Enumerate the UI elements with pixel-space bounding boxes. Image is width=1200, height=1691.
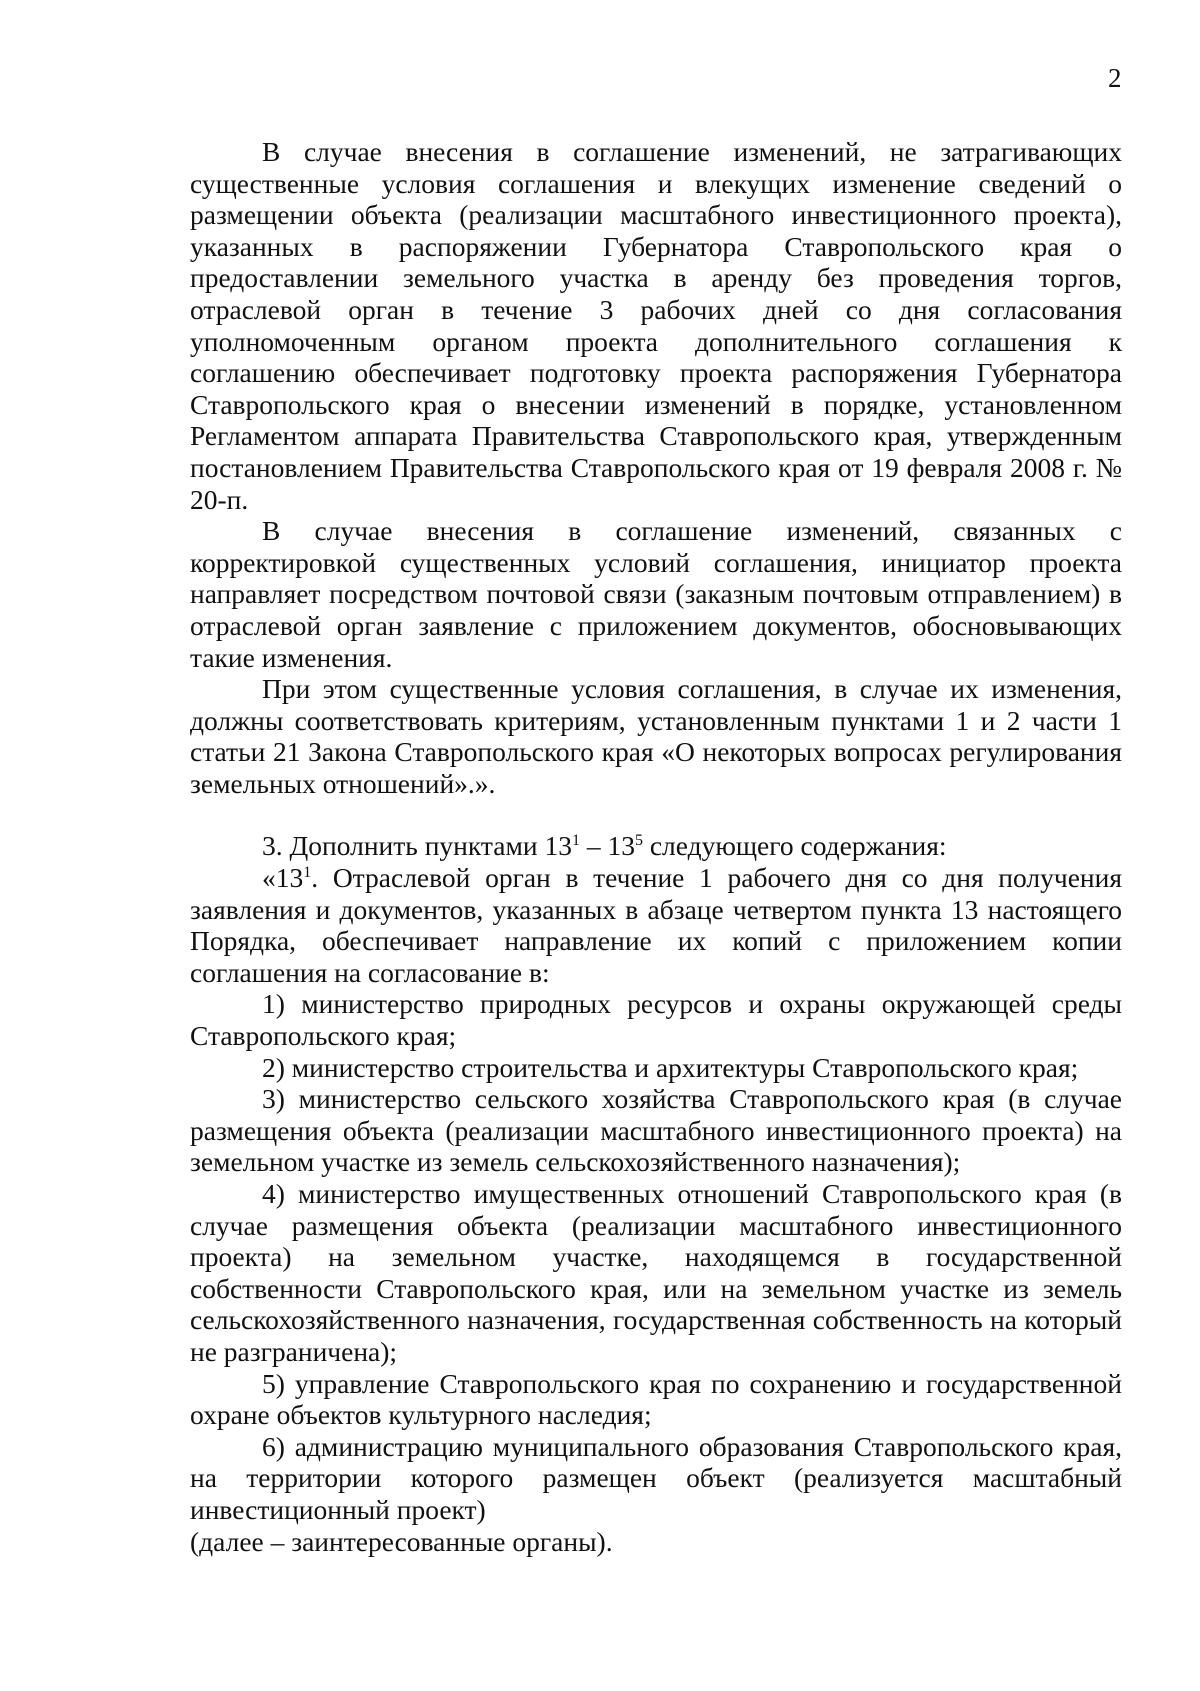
- superscript: 1: [571, 832, 580, 850]
- section-3-lead: 3. Дополнить пунктами 13: [262, 830, 572, 862]
- item-13-1-text: . Отраслевой орган в течение 1 рабочего дня со дня получения заявления и документов, указанных в абзаце четвертом пункта 13 настоящего Порядка, обеспечивает направление их копий с приложением копии соглашения на согласование в:: [190, 862, 1122, 988]
- list-item: 4) министерство имущественных отношений Ставропольского края (в случае размещения объекта (реализации масштабного инвестиционного проекта) на земельном участке, находящемся в государственной собственности Ставропольского края, или на земельном участке из земель сельскохозяйственного назначения, государственная собственность на который не разграничена);: [190, 1178, 1122, 1367]
- item-13-1-lead: «13: [262, 862, 304, 894]
- section-3-tail: следующего содержания:: [642, 830, 947, 862]
- superscript: 1: [303, 863, 312, 881]
- document-body: [190, 136, 1122, 1557]
- superscript: 5: [634, 832, 643, 850]
- paragraph-minor-changes: В случае внесения в соглашение изменений, не затрагивающих существенные условия соглашения и влекущих изменение сведений о размещении объекта (реализации масштабного инвестиционного проекта), указанных в распоряжении Губернатора Ставропольского края о предоставлении земельного участка в аренду без проведения торгов, отраслевой орган в течение 3 рабочих дней со дня согласования уполномоченным органом проекта дополнительного соглашения к соглашению обеспечивает подготовку проекта распоряжения Губернатора Ставропольского края о внесении изменений в порядке, установленном Регламентом аппарата Правительства Ставропольского края, утвержденным постановлением Правительства Ставропольского края от 19 февраля 2008 г. № 20-п.: [190, 136, 1122, 515]
- page-number: 2: [1108, 63, 1122, 93]
- paragraph-criteria: При этом существенные условия соглашения, в случае их изменения, должны соответствовать критериям, установленным пунктами 1 и 2 части 1 статьи 21 Закона Ставропольского края «О некоторых вопросах регулирования земельных отношений».».: [190, 673, 1122, 799]
- list-item: 5) управление Ставропольского края по сохранению и государственной охране объектов культурного наследия;: [190, 1367, 1122, 1431]
- list-item: 3) министерство сельского хозяйства Ставропольского края (в случае размещения объекта (реализации масштабного инвестиционного проекта) на земельном участке из земель сельскохозяйственного назначения);: [190, 1083, 1122, 1178]
- list-item: 6) администрацию муниципального образования Ставропольского края, на территории которого размещен объект (реализуется масштабный инвестиционный проект): [190, 1430, 1122, 1525]
- item-13-1: [190, 862, 1122, 988]
- section-3-heading: [190, 830, 1122, 862]
- section-3-dash: – 13: [579, 830, 635, 862]
- list-item: 2) министерство строительства и архитектуры Ставропольского края;: [262, 1051, 1079, 1083]
- paragraph-essential-changes: В случае внесения в соглашение изменений, связанных с корректировкой существенных условий соглашения, инициатор проекта направляет посредством почтовой связи (заказным почтовым отправлением) в отраслевой орган заявление с приложением документов, обосновывающих такие изменения.: [190, 515, 1122, 673]
- closing-line: (далее – заинтересованные органы).: [190, 1525, 613, 1557]
- list-item: 1) министерство природных ресурсов и охраны окружающей среды Ставропольского края;: [190, 988, 1122, 1052]
